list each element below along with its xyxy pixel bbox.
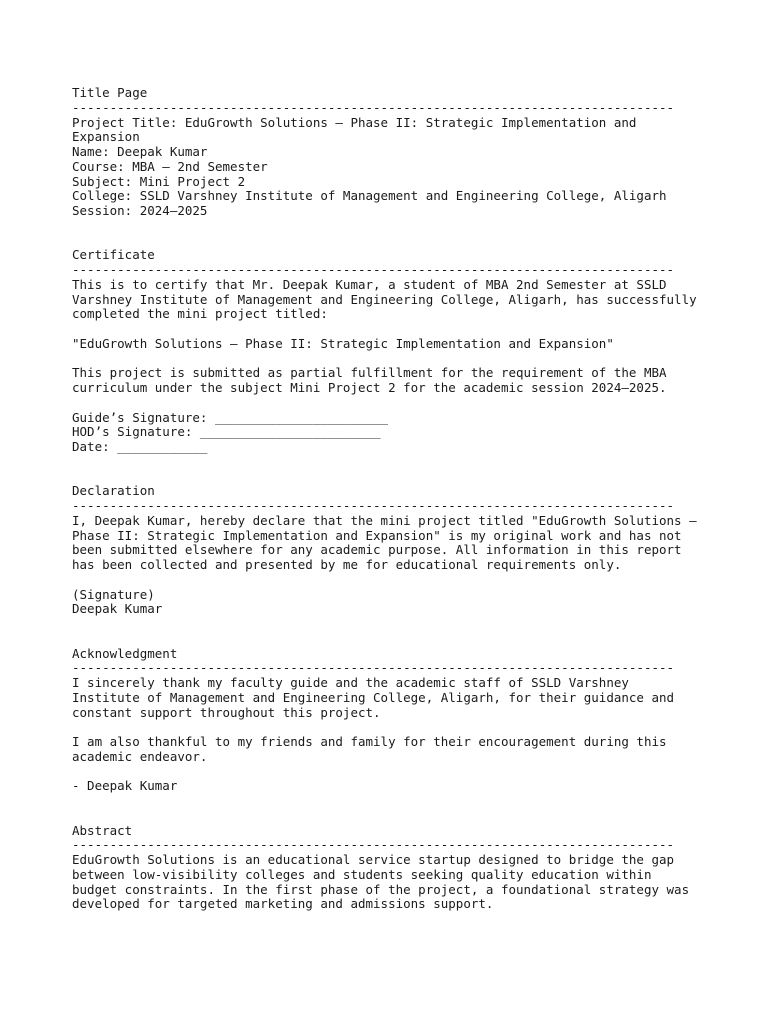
acknowledgment-heading: Acknowledgment xyxy=(72,645,178,661)
abstract-paragraph-line: budget constraints. In the first phase of the project, a foundational strategy was xyxy=(72,881,690,897)
acknowledgment-paragraph-line: I sincerely thank my faculty guide and the academic staff of SSLD Varshney xyxy=(72,675,629,690)
document-page xyxy=(72,86,732,912)
certificate-project-quote: "EduGrowth Solutions – Phase II: Strategic Implementation and Expansion" xyxy=(72,335,614,351)
section-rule: -------------------------------------------------------------------------------- xyxy=(72,262,675,277)
abstract-paragraph-line: between low-visibility colleges and students seeking quality education within xyxy=(72,866,652,882)
date-line: Date: ____________ xyxy=(72,439,208,454)
abstract-heading: Abstract xyxy=(72,822,133,838)
declaration-paragraph-line: I, Deepak Kumar, hereby declare that the mini project titled "EduGrowth Solutions – xyxy=(72,512,697,528)
declaration-paragraph-line: has been collected and presented by me for educational requirements only. xyxy=(72,557,622,572)
section-rule: -------------------------------------------------------------------------------- xyxy=(72,99,675,115)
session-line: Session: 2024–2025 xyxy=(72,203,208,218)
hod-signature-line: HOD’s Signature: ________________________ xyxy=(72,424,381,440)
subject-line: Subject: Mini Project 2 xyxy=(72,173,246,189)
project-title-line: Project Title: EduGrowth Solutions – Phase II: Strategic Implementation and xyxy=(72,114,637,130)
abstract-paragraph-line: EduGrowth Solutions is an educational service startup designed to bridge the gap xyxy=(72,852,675,867)
certificate-paragraph-line: This is to certify that Mr. Deepak Kumar, a student of MBA 2nd Semester at SSLD xyxy=(72,276,667,292)
signature-label: (Signature) xyxy=(72,586,155,602)
acknowledgment-paragraph-line: Institute of Management and Engineering College, Aligarh, for their guidance and xyxy=(72,689,675,705)
college-line: College: SSLD Varshney Institute of Management and Engineering College, Aligarh xyxy=(72,188,667,204)
title-page-heading: Title Page xyxy=(72,85,148,100)
certificate-paragraph-line: completed the mini project titled: xyxy=(72,306,328,322)
certificate-paragraph-line: curriculum under the subject Mini Project 2 for the academic session 2024–2025. xyxy=(72,380,667,395)
section-rule: -------------------------------------------------------------------------------- xyxy=(72,660,675,676)
declaration-heading: Declaration xyxy=(72,483,155,499)
acknowledgment-paragraph-line: I am also thankful to my friends and family for their encouragement during this xyxy=(72,734,667,749)
declaration-paragraph-line: Phase II: Strategic Implementation and Expansion" is my original work and has not xyxy=(72,527,682,543)
section-rule: -------------------------------------------------------------------------------- xyxy=(72,837,675,853)
certificate-paragraph-line: This project is submitted as partial fulfillment for the requirement of the MBA xyxy=(72,365,667,381)
signature-name: Deepak Kumar xyxy=(72,601,163,617)
certificate-heading: Certificate xyxy=(72,247,155,263)
acknowledgment-paragraph-line: academic endeavor. xyxy=(72,748,208,764)
certificate-paragraph-line: Varshney Institute of Management and Engineering College, Aligarh, has successfully xyxy=(72,291,697,307)
declaration-paragraph-line: been submitted elsewhere for any academic purpose. All information in this report xyxy=(72,542,682,558)
guide-signature-line: Guide’s Signature: _______________________ xyxy=(72,409,389,425)
course-line: Course: MBA – 2nd Semester xyxy=(72,158,268,174)
name-line: Name: Deepak Kumar xyxy=(72,144,208,159)
project-title-line-cont: Expansion xyxy=(72,129,140,145)
abstract-paragraph-line: developed for targeted marketing and admissions support. xyxy=(72,896,494,912)
section-rule: -------------------------------------------------------------------------------- xyxy=(72,498,675,513)
acknowledgment-paragraph-line: constant support throughout this project. xyxy=(72,704,381,720)
acknowledgment-sign-off: - Deepak Kumar xyxy=(72,778,178,794)
